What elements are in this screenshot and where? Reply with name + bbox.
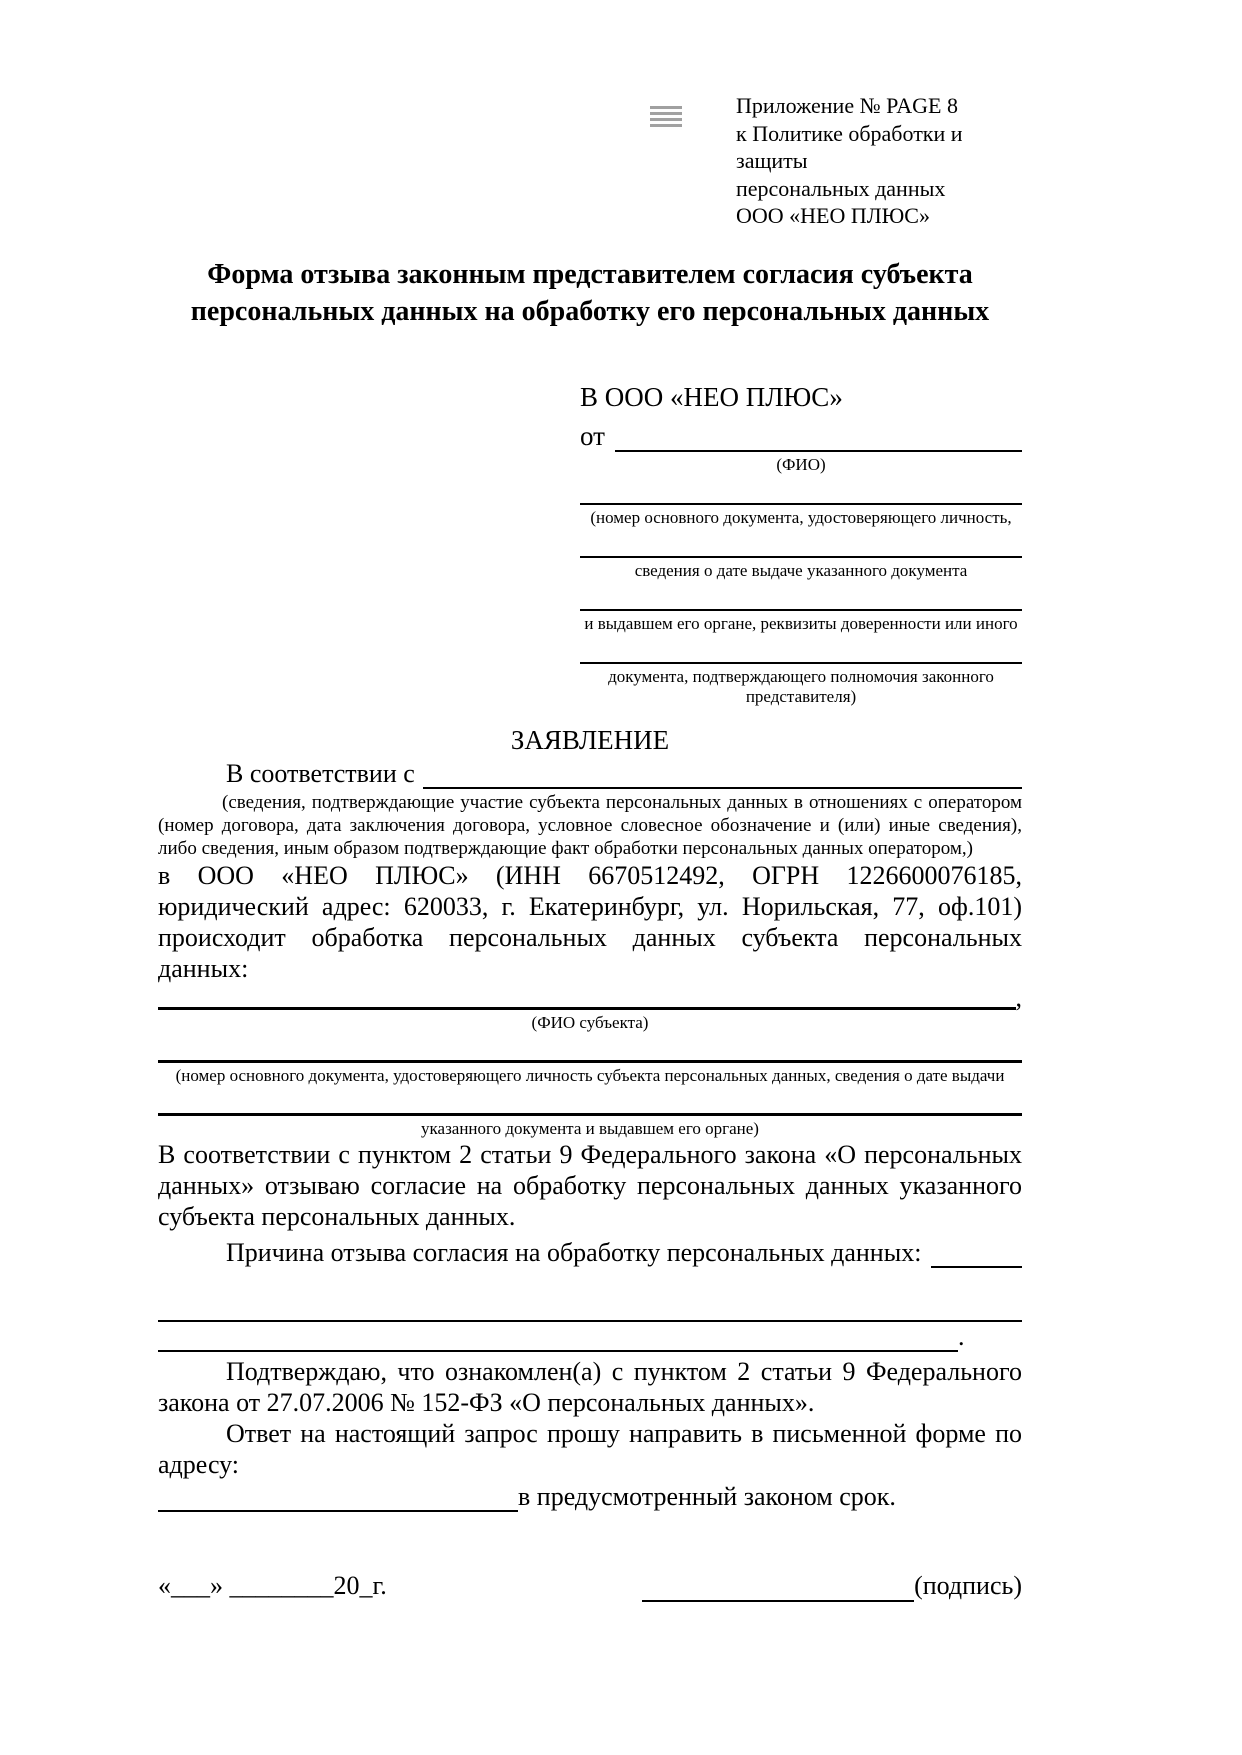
document-header — [158, 92, 1022, 228]
reason-end-row — [158, 1322, 1022, 1352]
reply-paragraph: Ответ на настоящий запрос прошу направить в письменной форме по адресу: — [158, 1419, 1022, 1479]
appendix-policy-line: к Политике обработки и защиты — [736, 120, 963, 173]
company-name: ООО «НЕО ПЛЮС» — [736, 203, 930, 228]
statement-heading: ЗАЯВЛЕНИЕ — [510, 725, 670, 755]
addressee-block — [580, 380, 1022, 707]
caption-fio: (ФИО) — [776, 455, 826, 474]
reply-address-row — [158, 1480, 1022, 1512]
fill-in-line-fio — [615, 450, 1022, 452]
acknowledgement-paragraph: Подтверждаю, что ознакомлен(а) с пунктом 2 статьи 9 Федерального закона от 27.07.2006 № 152-ФЗ «О персональных данных». — [158, 1357, 1022, 1417]
fill-in-line-doc-date — [580, 528, 1022, 558]
caption-doc-issuer: и выдавшем его органе, реквизиты доверенности или иного — [584, 614, 1018, 633]
caption-subject-fio: (ФИО субъекта) — [531, 1013, 649, 1032]
caption-doc-number: (номер основного документа, удостоверяющего личность, — [590, 508, 1012, 527]
caption-subject-doc: (номер основного документа, удостоверяющего личность субъекта персональных данных, сведения о дате выдачи — [175, 1066, 1005, 1085]
fill-in-line-reason-start — [931, 1266, 1022, 1268]
signature-group — [642, 1570, 1022, 1602]
appendix-number: Приложение № PAGE 8 — [736, 93, 958, 118]
fill-in-line-doc-number — [580, 475, 1022, 505]
fill-in-line-subject-doc — [158, 1033, 1022, 1063]
appendix-block — [736, 92, 1022, 230]
fill-in-line-doc-authority — [580, 634, 1022, 664]
fill-in-line-reason-2 — [158, 1292, 1022, 1322]
caption-doc-authority: документа, подтверждающего полномочия законного представителя) — [608, 667, 994, 706]
from-label: от — [580, 421, 605, 451]
form-title: Форма отзыва законным представителем согласия субъекта персональных данных на обработку его персональных данных — [190, 259, 990, 327]
from-row — [580, 414, 1022, 452]
basis-row — [158, 757, 1022, 789]
fill-in-line-subject-doc-issuer — [158, 1086, 1022, 1116]
signature-row — [158, 1570, 1022, 1602]
small-text-artifact-icon — [650, 106, 682, 130]
subject-fio-row — [158, 984, 1022, 1010]
caption-doc-date: сведения о дате выдаче указанного документа — [634, 561, 968, 580]
fill-in-line-basis — [423, 787, 1022, 789]
fill-in-line-reason-3 — [158, 1322, 958, 1352]
operator-paragraph: в ООО «НЕО ПЛЮС» (ИНН 6670512492, ОГРН 1226600076185, юридический адрес: 620033, г. Екатеринбург, ул. Норильская, 77, оф.101) происходит обработка персональных данных субъекта персональных данных: — [158, 861, 1022, 983]
fill-in-line-signature — [642, 1574, 914, 1602]
reason-line-period: . — [958, 1322, 965, 1351]
withdrawal-paragraph: В соответствии с пунктом 2 статьи 9 Федерального закона «О персональных данных» отзываю согласие на обработку персональных данных указанного субъекта персональных данных. — [158, 1140, 1022, 1231]
fill-in-line-reply-address — [158, 1510, 518, 1512]
caption-subject-doc-issuer: указанного документа и выдавшем его органе) — [421, 1119, 759, 1138]
reason-row — [158, 1234, 1022, 1268]
reason-label: Причина отзыва согласия на обработку персональных данных: — [226, 1238, 922, 1267]
date-blank-text: «___» ________20_г. — [158, 1571, 387, 1600]
appendix-policy-line: персональных данных — [736, 175, 946, 201]
basis-prefix: В соответствии с — [226, 759, 415, 788]
fill-in-line-subject-fio — [158, 1007, 1016, 1010]
signature-caption: (подпись) — [914, 1571, 1022, 1600]
reply-suffix: в предусмотренный законом срок. — [518, 1482, 896, 1511]
fill-in-line-doc-issuer — [580, 581, 1022, 611]
subject-line-comma: , — [1015, 983, 1022, 1012]
addressee-to: В ООО «НЕО ПЛЮС» — [580, 382, 843, 412]
basis-footnote: (сведения, подтверждающие участие субъекта персональных данных в отношениях с оператором (номер договора, дата заключения договора, условное словесное обозначение и (или) иные сведения), либо сведения, иным образом подтверждающие факт обработки персональных данных оператором,) — [158, 792, 1022, 859]
